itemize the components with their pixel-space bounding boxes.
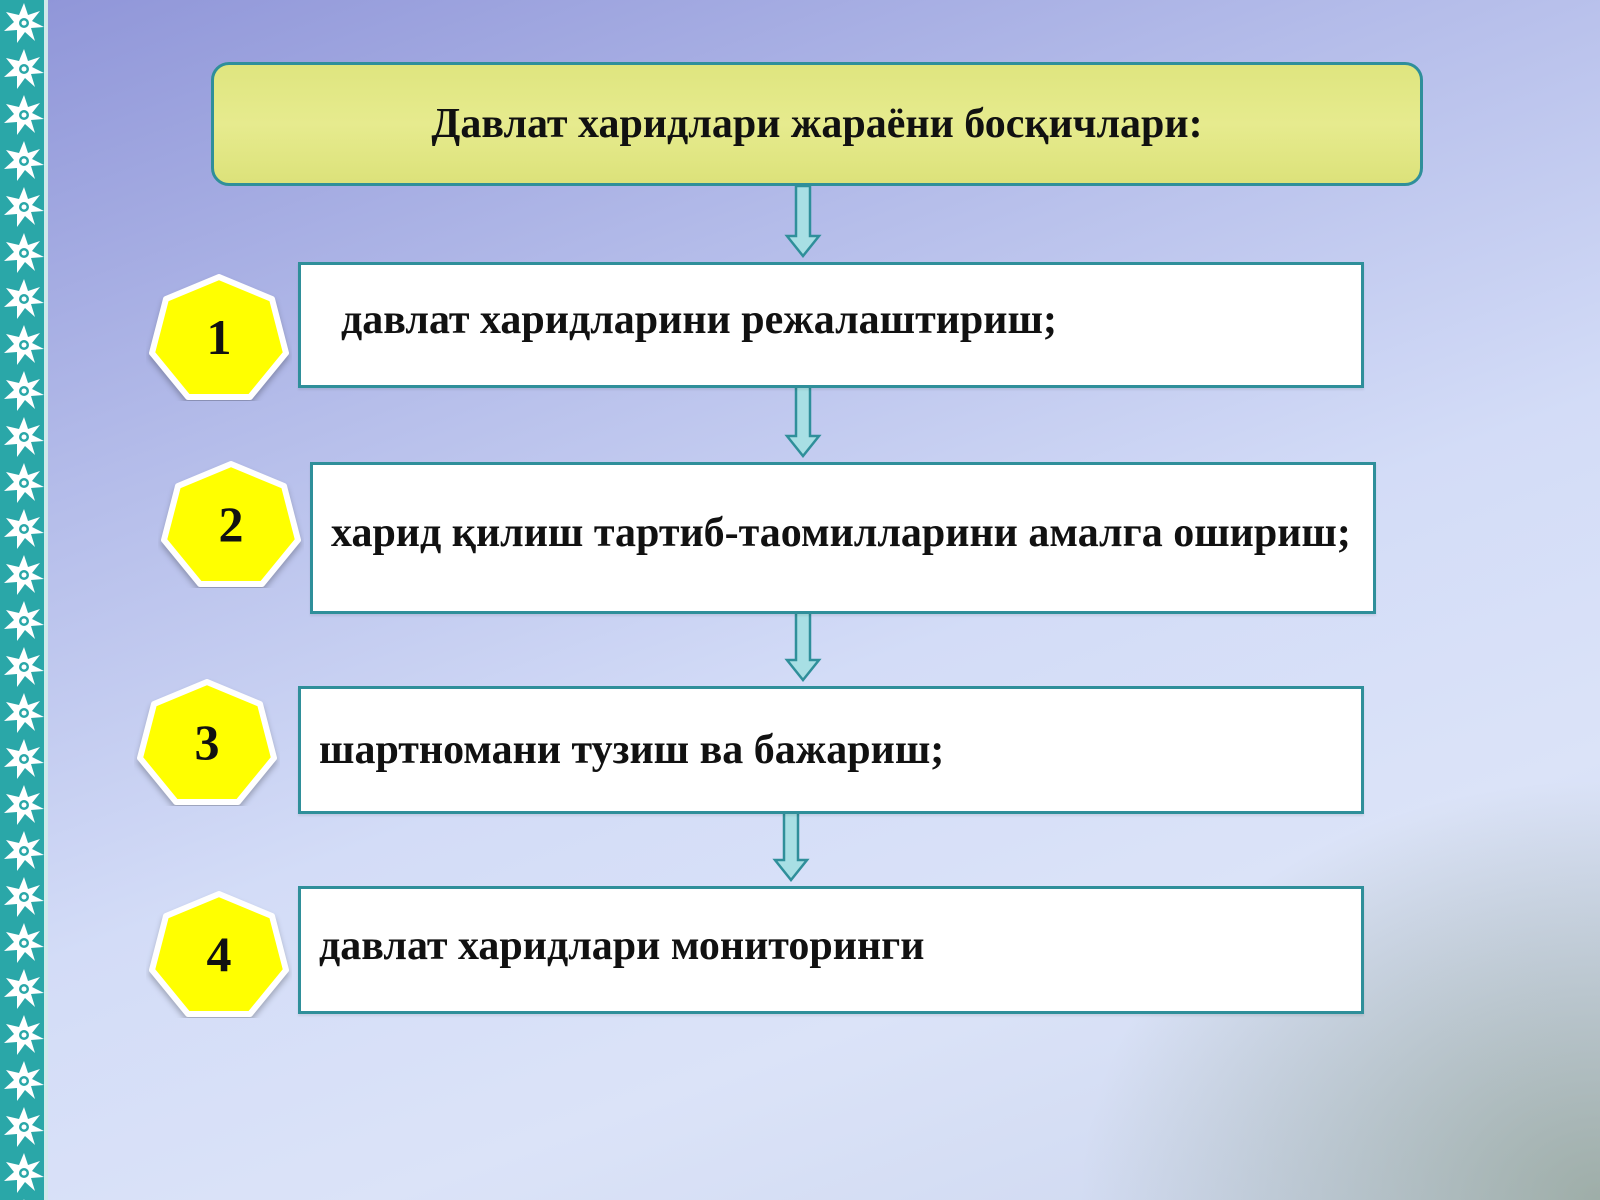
step-number: 2 [218, 496, 244, 552]
down-arrow-icon [783, 386, 823, 458]
step-number-badge [146, 273, 292, 401]
step-number-badge [146, 890, 292, 1018]
step-number: 1 [206, 309, 232, 365]
step-box [298, 262, 1364, 388]
down-arrow-icon [771, 810, 811, 882]
step-number: 3 [194, 714, 220, 770]
step-number-badge [134, 678, 280, 806]
step-number-badge [158, 460, 304, 588]
process-title-box [211, 62, 1423, 186]
step-number: 4 [206, 926, 232, 982]
step-text: шартномани тузиш ва бажариш; [319, 727, 945, 773]
decorative-border-strip [0, 0, 48, 1200]
down-arrow-icon [783, 610, 823, 682]
step-box [298, 686, 1364, 814]
process-title: Давлат харидлари жараёни босқичлари: [431, 101, 1203, 147]
step-box [310, 462, 1376, 614]
step-box [298, 886, 1364, 1014]
down-arrow-icon [783, 186, 823, 258]
step-text: давлат харидлари мониторинги [319, 923, 925, 969]
step-text: давлат харидларини режалаштириш; [341, 297, 1057, 343]
step-text: харид қилиш тартиб-таомилларини амалга ошириш; [331, 510, 1351, 556]
